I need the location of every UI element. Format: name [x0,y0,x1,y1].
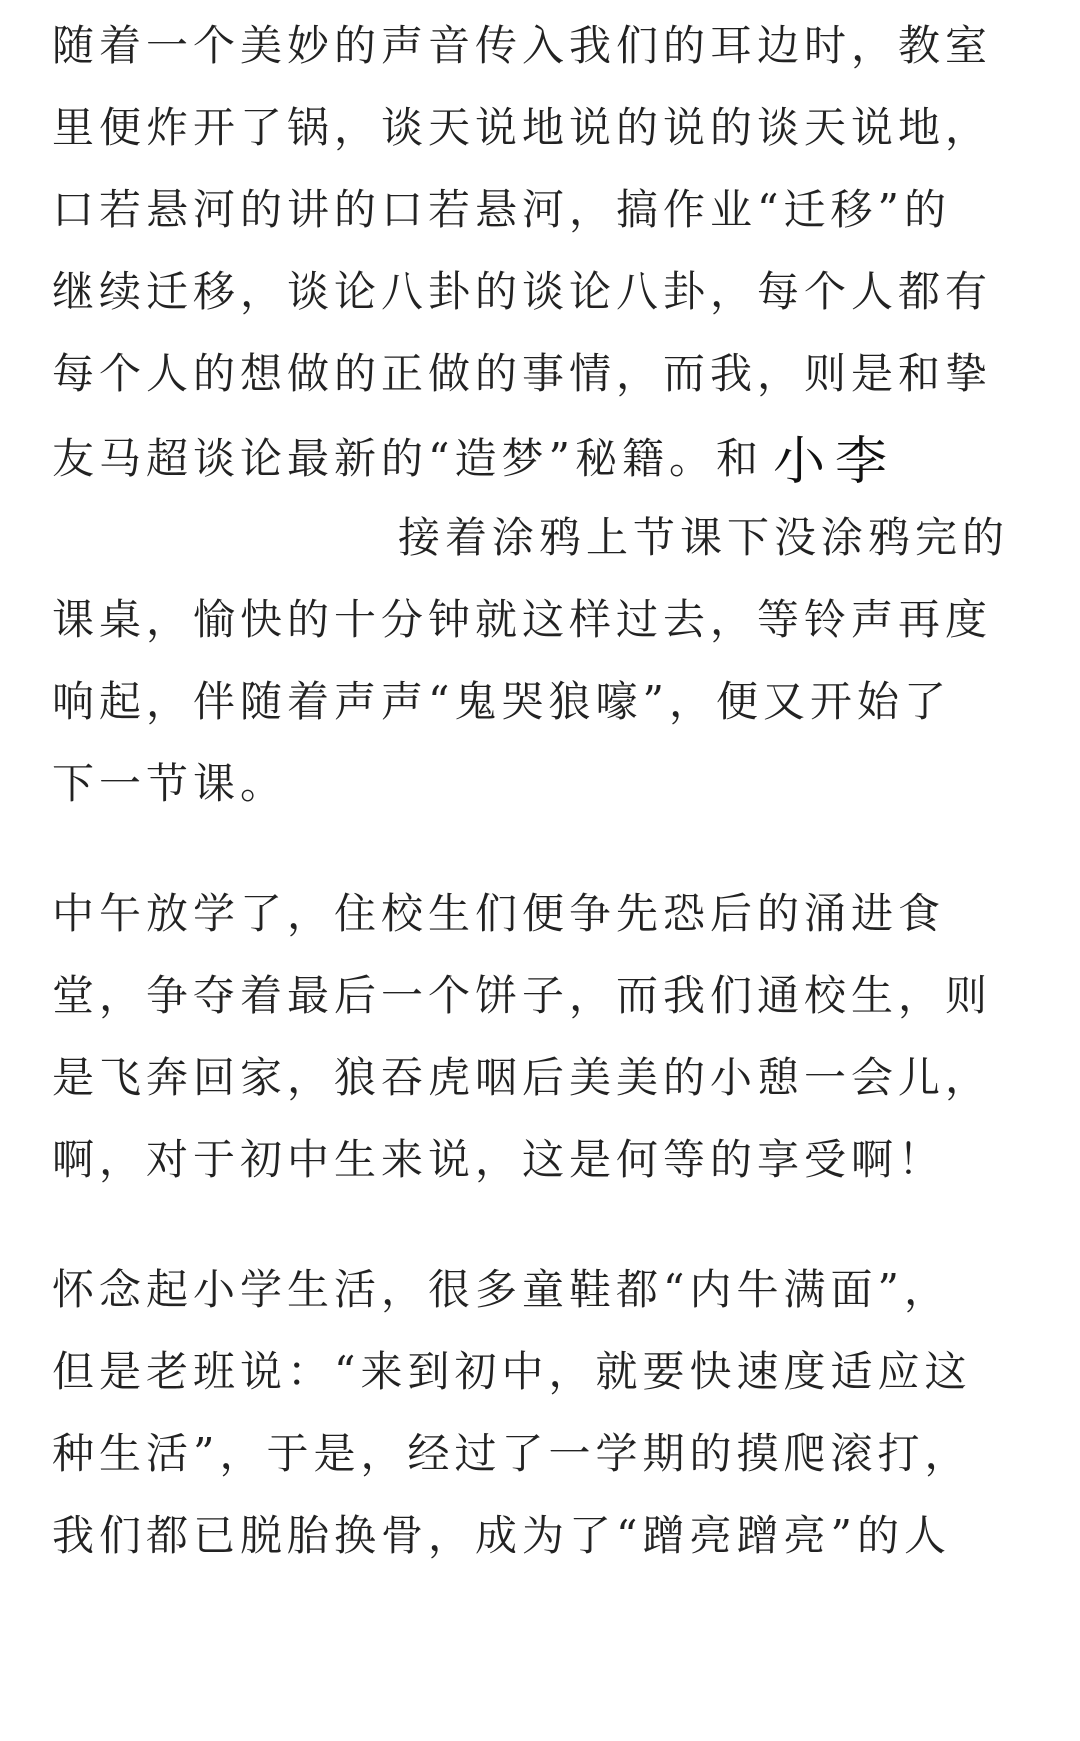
text-line-6: 友马超谈论最新的“造梦”秘籍。和 [52,434,763,483]
text-line-17: 种生活”，于是，经过了一学期的摸爬滚打， [52,1429,972,1478]
text-line-13: 是飞奔回家，狼吞虎咽后美美的小憩一会儿， [52,1053,993,1102]
text-line-5: 每个人的想做的正做的事情，而我，则是和挚 [52,349,993,398]
text-line-11: 中午放学了，住校生们便争先恐后的涌进食 [52,889,946,938]
text-line-16: 但是老班说：“来到初中，就要快速度适应这 [52,1347,972,1396]
text-line-7: 接着涂鸦上节课下没涂鸦完的 [398,513,1010,562]
inline-name: 小李 [772,432,897,492]
text-line-15: 怀念起小学生活，很多童鞋都“内牛满面”， [52,1265,951,1314]
text-line-8: 课桌，愉快的十分钟就这样过去，等铃声再度 [52,595,993,644]
text-line-12: 堂，争夺着最后一个饼子，而我们通校生，则 [52,971,993,1020]
text-line-9: 响起，伴随着声声“鬼哭狼嚎”，便又开始了 [52,677,951,726]
text-line-10: 下一节课。 [52,759,288,808]
text-line-3: 口若悬河的讲的口若悬河，搞作业“迁移”的 [52,185,951,234]
text-line-4: 继续迁移，谈论八卦的谈论八卦，每个人都有 [52,267,993,316]
text-line-6-wrapper [52,418,1012,494]
text-line-18: 我们都已脱胎换骨，成为了“蹭亮蹭亮”的人 [52,1511,951,1560]
text-line-1: 随着一个美妙的声音传入我们的耳边时，教室 [52,21,993,70]
text-line-14: 啊，对于初中生来说，这是何等的享受啊！ [52,1135,946,1184]
text-line-2: 里便炸开了锅，谈天说地说的说的谈天说地， [52,103,993,152]
